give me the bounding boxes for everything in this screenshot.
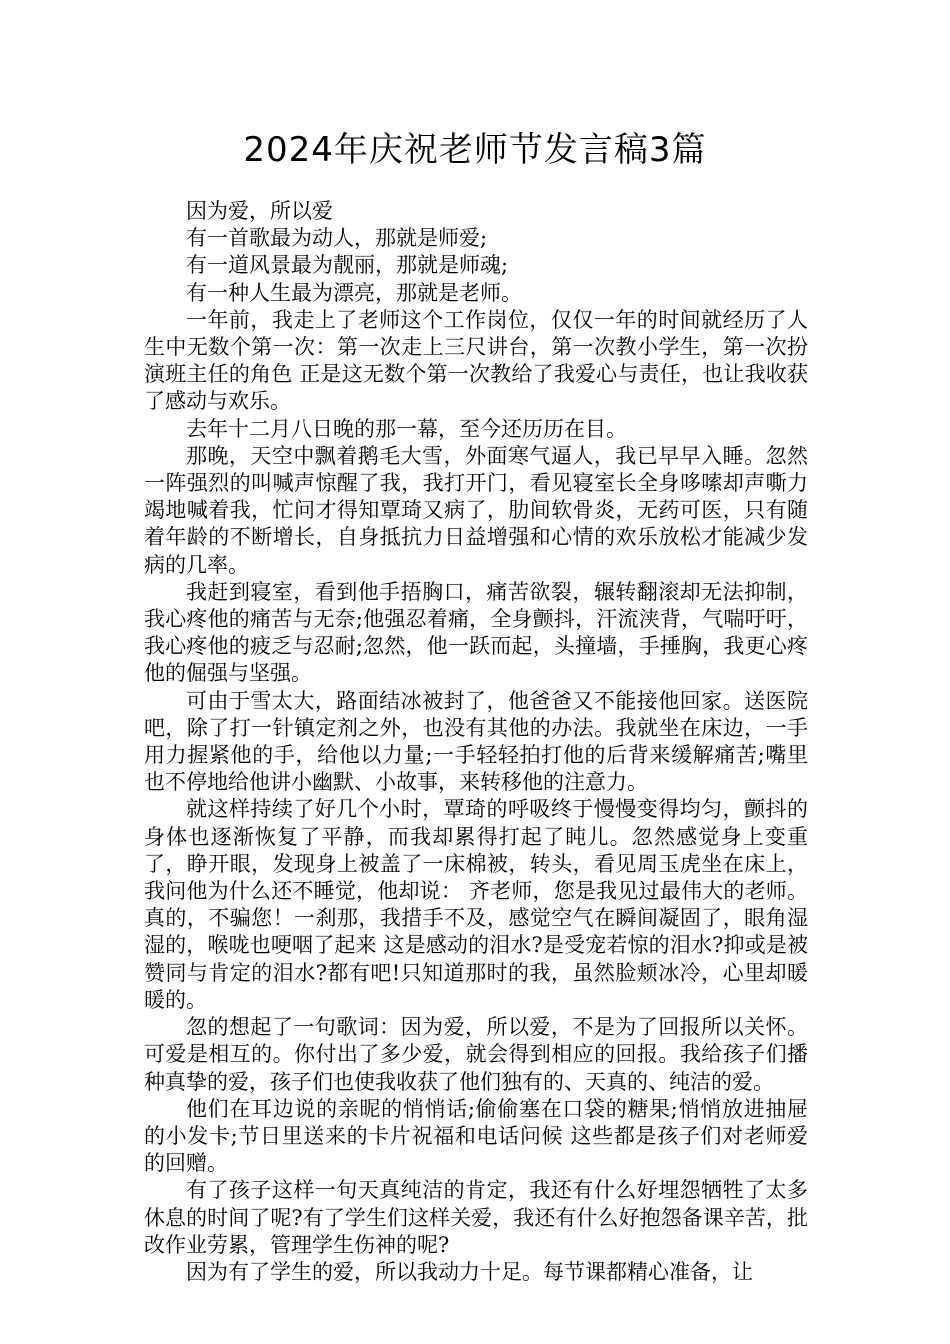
paragraph: 那晚，天空中飘着鹅毛大雪，外面寒气逼人，我已早早入睡。忽然一阵强烈的叫喊声惊醒了我，我打开门，看见寝室长全身哆嗦却声嘶力竭地喊着我，忙问才得知覃琦又病了，肋间软骨炎，无药可医，只有随着年龄的不断增长，自身抵抗力日益增强和心情的欢乐放松才能减少发病的几率。 [144, 443, 808, 577]
paragraph: 我赶到寝室，看到他手捂胸口，痛苦欲裂，辗转翻滚却无法抑制，我心疼他的痛苦与无奈;他强忍着痛，全身颤抖，汗流浃背，气喘吁吁，我心疼他的疲乏与忍耐;忽然，他一跃而起，头撞墙，手捶胸，我更心疼他的倔强与坚强。 [144, 579, 808, 686]
paragraph: 可由于雪太大，路面结冰被封了，他爸爸又不能接他回家。送医院吧，除了打一针镇定剂之外，也没有其他的办法。我就坐在床边，一手用力握紧他的手，给他以力量;一手轻轻拍打他的后背来缓解痛苦;嘴里也不停地给他讲小幽默、小故事，来转移他的注意力。 [144, 688, 808, 795]
paragraph: 因为有了学生的爱，所以我动力十足。每节课都精心准备，让 [186, 1259, 753, 1284]
document-body [144, 198, 808, 1286]
paragraph: 一年前，我走上了老师这个工作岗位，仅仅一年的时间就经历了人生中无数个第一次：第一次走上三尺讲台，第一次教小学生，第一次扮演班主任的角色 正是这无数个第一次教给了我爱心与责任，也让我收获了感动与欢乐。 [144, 307, 808, 414]
paragraph: 有一道风景最为靓丽，那就是师魂; [186, 253, 509, 278]
paragraph: 有了孩子这样一句天真纯洁的肯定，我还有什么好埋怨牺牲了太多休息的时间了呢?有了学生们这样关爱，我还有什么好抱怨备课辛苦，批改作业劳累，管理学生伤神的呢? [144, 1178, 808, 1257]
paragraph: 忽的想起了一句歌词：因为爱，所以爱，不是为了回报所以关怀。可爱是相互的。你付出了多少爱，就会得到相应的回报。我给孩子们播种真挚的爱，孩子们也使我收获了他们独有的、天真的、纯洁的爱。 [144, 1015, 808, 1094]
paragraph: 有一首歌最为动人，那就是师爱; [186, 226, 488, 251]
paragraph: 就这样持续了好几个小时，覃琦的呼吸终于慢慢变得均匀，颤抖的身体也逐渐恢复了平静，而我却累得打起了盹儿。忽然感觉身上变重了，睁开眼，发现身上被盖了一床棉被，转头，看见周玉虎坐在床上，我问他为什么还不睡觉，他却说： 齐老师，您是我见过最伟大的老师。真的，不骗您！一刹那，我措手不及，感觉空气在瞬间凝固了，眼角湿湿的，喉咙也哽咽了起来 这是感动的泪水?是受宠若惊的泪水?抑或是被赞同与肯定的泪水?都有吧!只知道那时的我，虽然脸颊冰冷，心里却暖暖的。 [144, 797, 808, 1012]
paragraph: 他们在耳边说的亲昵的悄悄话;偷偷塞在口袋的糖果;悄悄放进抽屉的小发卡;节日里送来的卡片祝福和电话问候 这些都是孩子们对老师爱的回赠。 [144, 1096, 808, 1176]
paragraph: 因为爱，所以爱 [186, 199, 333, 223]
paragraph: 去年十二月八日晚的那一幕，至今还历历在目。 [186, 416, 627, 441]
paragraph: 有一种人生最为漂亮，那就是老师。 [186, 280, 522, 305]
document-title: 2024年庆祝老师节发言稿3篇 [243, 130, 707, 170]
